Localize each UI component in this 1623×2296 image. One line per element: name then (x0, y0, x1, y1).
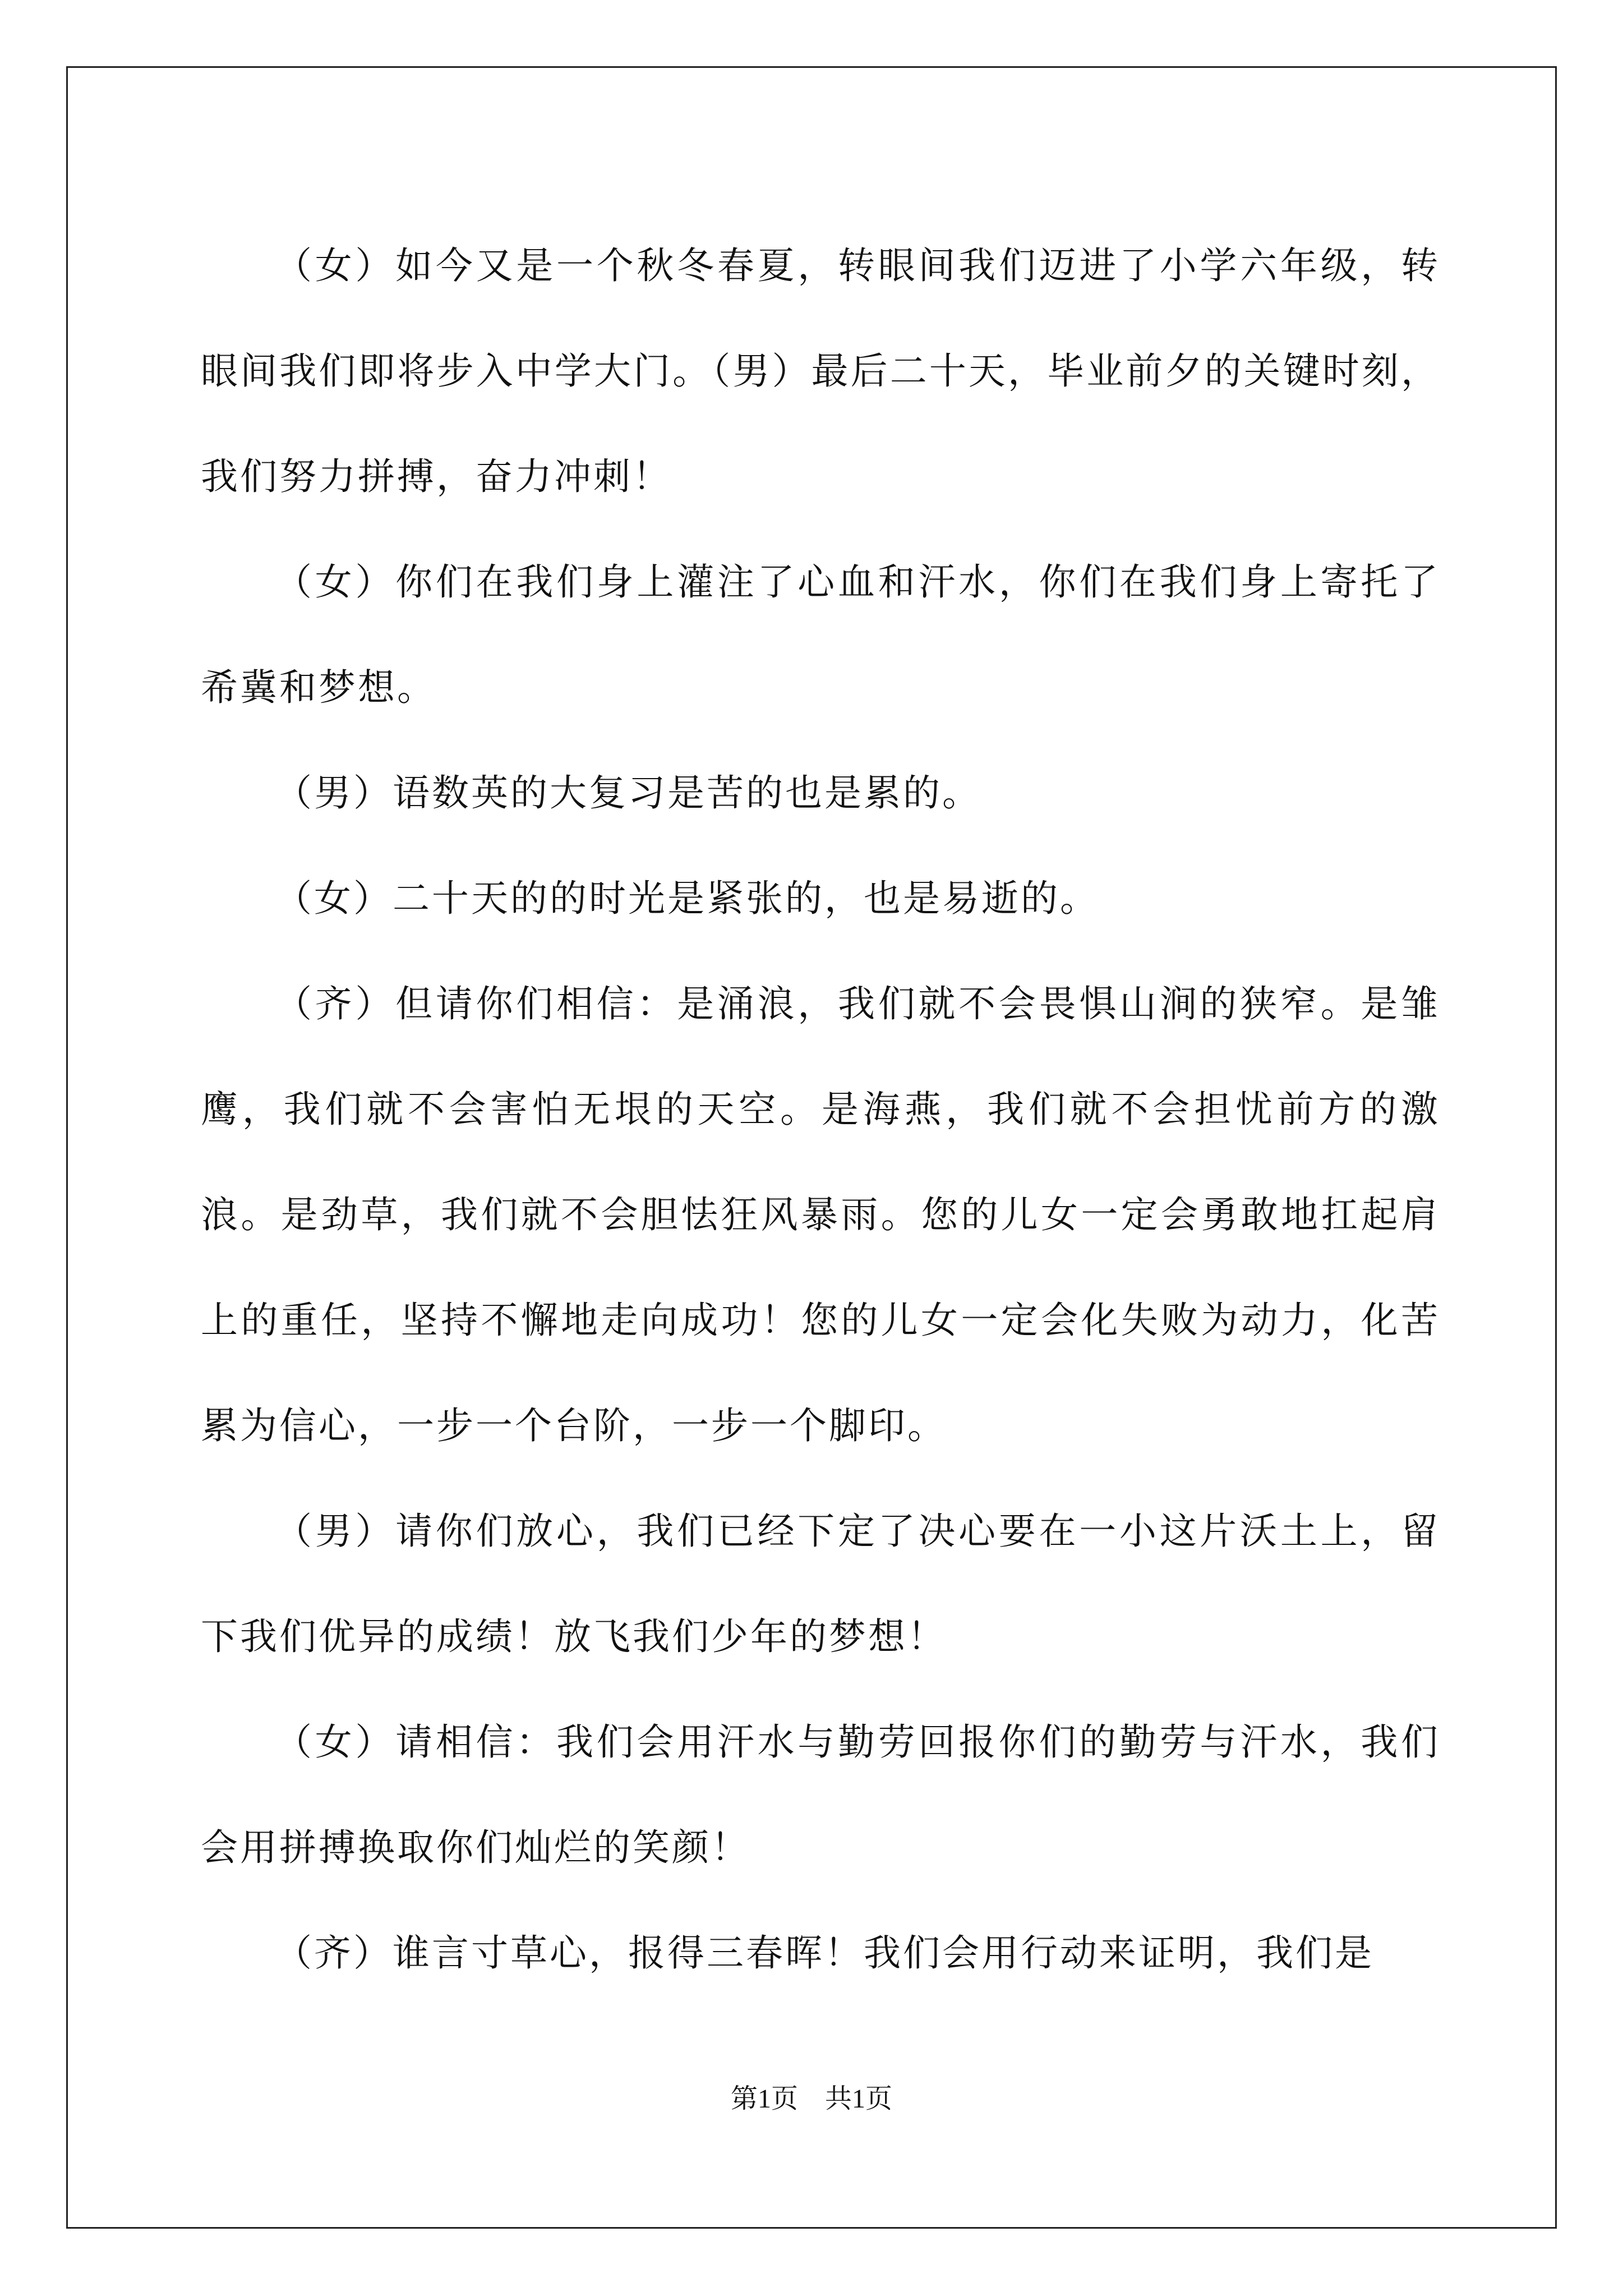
paragraph: （女）如今又是一个秋冬春夏，转眼间我们迈进了小学六年级，转眼间我们即将步入中学大门。（男）最后二十天，毕业前夕的关键时刻，我们努力拼搏，奋力冲刺！ (201, 244, 1440, 498)
paragraph: （女）二十天的的时光是紧张的，也是易逝的。 (275, 877, 1099, 920)
document-body (201, 213, 1440, 2006)
paragraph: （齐）但请你们相信：是涌浪，我们就不会畏惧山涧的狭窄。是雏鹰，我们就不会害怕无垠的天空。是海燕，我们就不会担忧前方的激浪。是劲草，我们就不会胆怯狂风暴雨。您的儿女一定会勇敢地扛起肩上的重任，坚持不懈地走向成功！您的儿女一定会化失败为动力，化苦累为信心，一步一个台阶，一步一个脚印。 (201, 982, 1440, 1447)
paragraph: （男）语数英的大复习是苦的也是累的。 (275, 771, 981, 815)
page-footer: 第1页 共1页 (730, 2084, 892, 2114)
paragraph: （男）请你们放心，我们已经下定了决心要在一小这片沃土上，留下我们优异的成绩！放飞我们少年的梦想！ (201, 1510, 1440, 1658)
paragraph: （女）你们在我们身上灌注了心血和汗水，你们在我们身上寄托了希冀和梦想。 (201, 560, 1440, 709)
paragraph: （齐）谁言寸草心，报得三春晖！我们会用行动来证明，我们是 (275, 1931, 1374, 1975)
paragraph: （女）请相信：我们会用汗水与勤劳回报你们的勤劳与汗水，我们会用拼搏换取你们灿烂的笑颜！ (201, 1720, 1440, 1869)
